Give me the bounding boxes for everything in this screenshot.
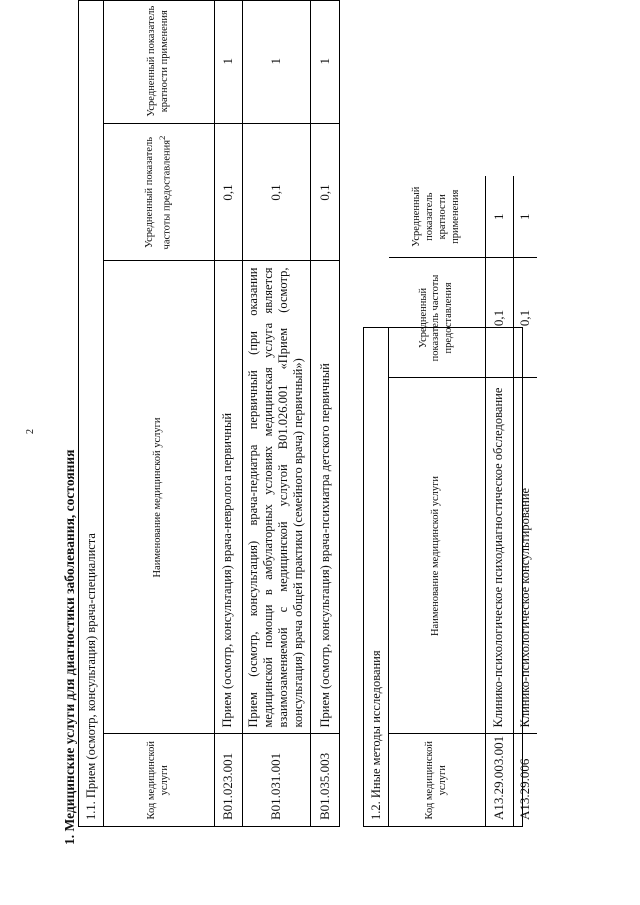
table-row: [310, 0, 340, 826]
header-code: Код медицинской услуги: [389, 734, 485, 826]
service-frequency: 0,1: [242, 124, 310, 261]
service-name: Прием (осмотр, консультация) врача-психиатра детского первичный: [310, 261, 340, 734]
table-header-row: [389, 176, 485, 826]
table-row: [485, 176, 513, 826]
table-row: [214, 0, 242, 826]
service-frequency: 0,1: [310, 124, 340, 261]
header-frequency: Усредненный показатель частоты предоставления$^2$: [104, 124, 214, 261]
service-code: B01.023.001: [214, 734, 242, 826]
service-frequency: 0,1: [214, 124, 242, 261]
table-row: [242, 0, 310, 826]
service-name: Прием (осмотр, консультация) врача-педиатра первичный (при оказании медицинской помощи в амбулаторных условиях медицинская услуга является взаимозаменяемой с медицинской услугой B01.026.001 «Прием (осмотр, консультация) врача общей практики (семейного врача) первичный»): [242, 261, 310, 734]
service-frequency: 0,1: [513, 258, 537, 378]
header-code: Код медицинской услуги: [104, 734, 214, 826]
service-multiplicity: 1: [214, 0, 242, 124]
table-subtitle: 1.1. Прием (осмотр, консультация) врача-специалиста: [79, 1, 104, 826]
service-multiplicity: 1: [485, 176, 513, 258]
service-multiplicity: 1: [242, 0, 310, 124]
header-frequency: Усредненный показатель частоты предоставления: [389, 258, 485, 378]
header-multiplicity: Усредненный показатель кратности применения: [104, 0, 214, 124]
table-specialist-consultations: [78, 0, 340, 827]
header-name: Наименование медицинской услуги: [389, 378, 485, 734]
header-name: Наименование медицинской услуги: [104, 261, 214, 734]
service-multiplicity: 1: [310, 0, 340, 124]
section-title: 1. Медицинские услуги для диагностики заболевания, состояния: [62, 449, 77, 845]
services-table: [104, 0, 340, 826]
services-table: [389, 176, 537, 826]
service-code: B01.035.003: [310, 734, 340, 826]
service-code: B01.031.001: [242, 734, 310, 826]
header-multiplicity: Усредненный показатель кратности применения: [389, 176, 485, 258]
table-other-methods: [363, 186, 533, 827]
service-name: Клинико-психологическое психодиагностическое обследование: [485, 378, 513, 734]
service-multiplicity: 1: [513, 176, 537, 258]
service-name: Клинико-психологическое консультирование: [513, 378, 537, 734]
service-code: A13.29.003.001: [485, 734, 513, 826]
table-header-row: [104, 0, 214, 826]
service-name: Прием (осмотр, консультация) врача-невролога первичный: [214, 261, 242, 734]
table-subtitle: 1.2. Иные методы исследования: [364, 328, 389, 826]
table-row: [513, 176, 537, 826]
service-code: A13.29.006: [513, 734, 537, 826]
page-number: 2: [25, 429, 36, 434]
service-frequency: 0,1: [485, 258, 513, 378]
